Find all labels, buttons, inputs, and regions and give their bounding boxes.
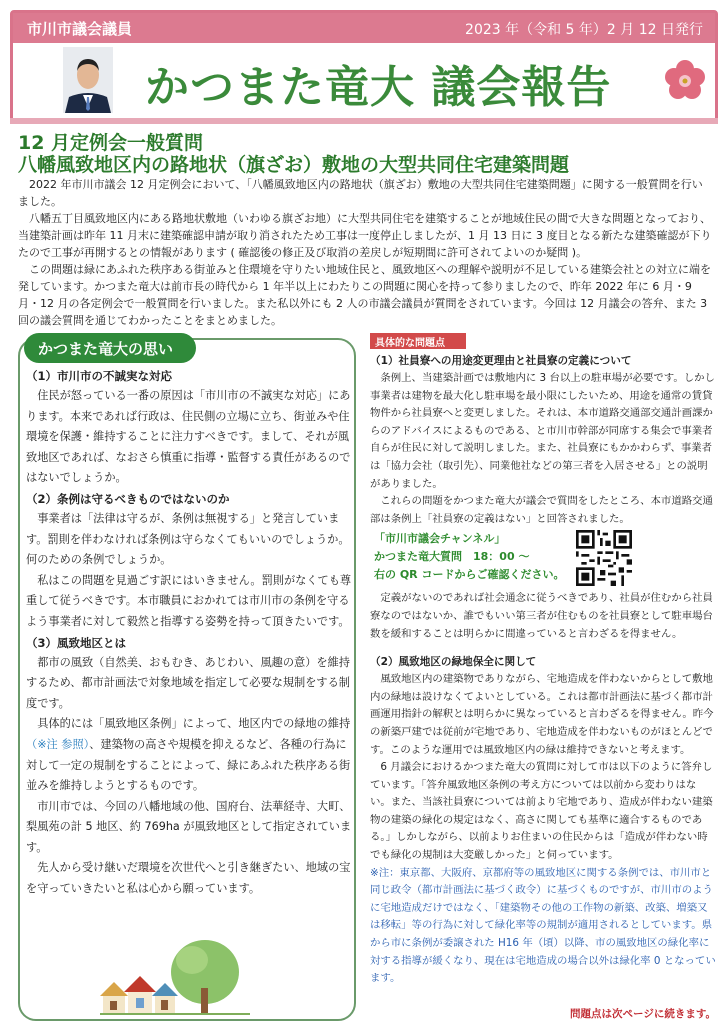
section-paragraph <box>26 714 352 796</box>
plum-blossom-icon <box>661 57 709 105</box>
paragraph-text: 具体的には「風致地区条例」によって、地区内での緑地の維持 <box>37 717 351 731</box>
paragraph-text: 、建築物の高さや規模を抑えるなど、各種の行為に対して一定の規制をすることによって、緑にあふれた秩序ある街並みを維持しようとするものです。 <box>26 737 351 793</box>
intro-paragraph: この問題は緑にあふれた秩序ある街並みと住環境を守りたい地域住民と、風致地区への理解や説明が不足している建築会社との対立に端を発しています。かつまた竜大は前市長の時代から 1 年半以上にわたりこの問題に関心を持って参りましたので、昨年 2022 年に 6 月・9 月・12 月の各定例会で一般質問を行いました。また私以外にも 2 人の市議会議員が質問をされています。今回は 12 月議会の答弁、また 3 回の議会質問を通じてわかったことをまとめました。 <box>18 263 711 327</box>
section-paragraph: 私はこの問題を見過ごす訳にはいきません。罰則がなくても尊重して従うべきです。本市職員におかれては市川市の条例を守るよう事業者に対して毅然と指導する姿勢を持って頂きたいです。 <box>26 573 352 628</box>
intro-paragraph: 八幡五丁目風致地区内にある路地状敷地（いわゆる旗ざお地）に大型共同住宅を建築することが地域住民の間で大きな問題となっており、当建築計画は昨年 11 月末に建築確認申請が取り消されたため工事は一度停止しましたが、1 月 13 日に 3 度目となる新たな建築確認が下りたので工事が再開するとの情報があります ( 確認後の修正及び取消の差戻しが短期間に許可されてよいのか疑問 )。 <box>18 212 712 259</box>
question-subject: 八幡風致地区内の路地状（旗ざお）敷地の大型共同住宅建築問題 <box>18 154 570 176</box>
continued-notice: 問題点は次ページに続きます。 <box>570 1008 716 1020</box>
section-paragraph: 市川市では、今回の八幡地域の他、国府台、法華経寺、大町、梨風苑の計 5 地区、約 769ha が風致地区として指定されています。 <box>26 799 352 854</box>
issue-paragraph: 6 月議会におけるかつまた竜大の質問に対して市は以下のように答弁しています。「答弁風致地区条例の考え方については以前から変わりはない。また、当該社員寮については前より宅地であり、造成が伴わない建築物の建築の緑化の規定はなく、高さに関しても基準に適合するものである。」しかしながら、以前よりお住まいの住民からは「造成が伴わない時でも緑化の規制は大変厳しかった」と伺っています。 <box>370 761 713 862</box>
issue-paragraph: 定義がないのであれば社会通念に従うべきであり、社員が住むから社員寮なのではないか、誰でもいい第三者が住むものを社員寮として駐車場台数を緩和することは明らかに間違っていると言わざるを得ません。 <box>370 592 713 640</box>
footnote: ※注：東京都、大阪府、京都府等の風致地区に関する条例では、市川市と同じ政令（都市計画法に基づく政令）に基づくものですが、市川市のように宅地造成だけではなく、「建築物その他の工作物の新築、改築、増築又は移転」等の行為に対して緑化率等の規制が適用されるとしています。県から市に条例が委譲された H16 年（頃）以降、市の風致地区の緑化率に対する指導が緩くなり、現在は宅地造成の場合以外は緑化率 0 となっています。 <box>370 866 716 985</box>
section-paragraph: 都市の風致（自然美、おもむき、あじわい、風趣の意）を維持するため、都市計画法で対象地域を指定して必要な規制をする制度です。 <box>26 655 350 710</box>
section-heading: （1）市川市の不誠実な対応 <box>26 369 173 383</box>
intro-text <box>18 176 712 329</box>
opinion-content <box>26 366 352 900</box>
section-paragraph: 先人から受け継いだ環境を次世代へと引き継ぎたい、地域の宝を守っていきたいと私は心から願っています。 <box>26 861 351 896</box>
section-heading: （3）風致地区とは <box>26 635 127 650</box>
channel-name: 「市川市議会チャンネル」 <box>374 532 506 546</box>
issue-heading: （2）風致地区の緑地保全に関して <box>370 656 537 669</box>
intro-paragraph: 2022 年市川市議会 12 月定例会において、「八幡風致地区内の路地状（旗ざお）敷地の大型共同住宅建築問題」に関する一般質問を行いました。 <box>18 178 703 208</box>
newsletter-title: かつまた竜大 議会報告 <box>145 62 612 113</box>
section-heading: （2）条例は守るべきものではないのか <box>26 491 230 506</box>
town-illustration <box>100 930 250 1015</box>
channel-callout <box>370 530 716 590</box>
masthead-bar <box>13 13 715 43</box>
issues-content <box>370 352 716 988</box>
masthead <box>10 10 718 122</box>
issue-paragraph: これらの問題をかつまた竜大が議会で質問をしたところ、本市道路交通部は条例上「社員寮の定義はない」と回答されました。 <box>370 495 713 525</box>
issues-tag: 具体的な問題点 <box>370 333 466 349</box>
section-paragraph: 事業者は「法律は守るが、条例は無視する」と発言しています。罰則を伴わなければ条例は守らなくてもいいのでしょうか。何のための条例でしょうか。 <box>26 511 350 567</box>
issue-heading: （1）社員寮への用途変更理由と社員寮の定義について <box>370 355 632 367</box>
channel-session: かつまた竜大質問 18：00 ～ <box>374 550 530 564</box>
opinion-tab: かつまた竜大の思い <box>24 333 196 363</box>
header-divider <box>10 118 718 124</box>
issue-date: 2023 年（令和 5 年）2 月 12 日発行 <box>465 22 703 38</box>
section-paragraph: 住民が怒っている一番の原因は「市川市の不誠実な対応」にあります。本来であれば行政は、住民側の立場に立ち、街並みや住環境を保護・維持することに注力すべきです。まして、それが風致地区であれば、なおさら慎重に指導・監督する責任があるのではないでしょうか。 <box>26 389 351 485</box>
qr-code-icon[interactable] <box>576 530 632 586</box>
councillor-photo <box>63 47 113 113</box>
issue-paragraph: 風致地区内の建築物でありながら、宅地造成を伴わないからとして敷地内の緑地は設けなくてよいとしている。これは都市計画法に基づく都市計画運用指針の解釈とは明らかに異なっていると言わざるを得ません。昨今の新築戸建では従前が宅地であり、宅地造成を伴わないものがほとんどです。このような運用では風致地区内の緑は維持できないと考えます。 <box>370 673 714 756</box>
note-reference: （※注 参照） <box>26 737 90 751</box>
question-title: 12 月定例会一般質問 <box>18 132 204 154</box>
channel-text <box>374 530 564 584</box>
org-label: 市川市議会議員 <box>27 20 133 38</box>
channel-instruction: 右の QR コードからご確認ください。 <box>374 568 565 582</box>
issue-paragraph: 条例上、当建築計画では敷地内に 3 台以上の駐車場が必要です。しかし事業者は建物を最大化し駐車場を最小限にしたいため、用途を通常の賃貸物件から社員寮へと変更しました。それは、本市道路交通部交通計画課からのアドバイスによるものである、と市川市幹部が同席する集会で事業者自らが住民に対して説明しました。また、社員寮にもかかわらず、事業者は「協力会社（取引先）、同業他社などの第三者を入居させる」との説明がありました。 <box>370 372 715 490</box>
